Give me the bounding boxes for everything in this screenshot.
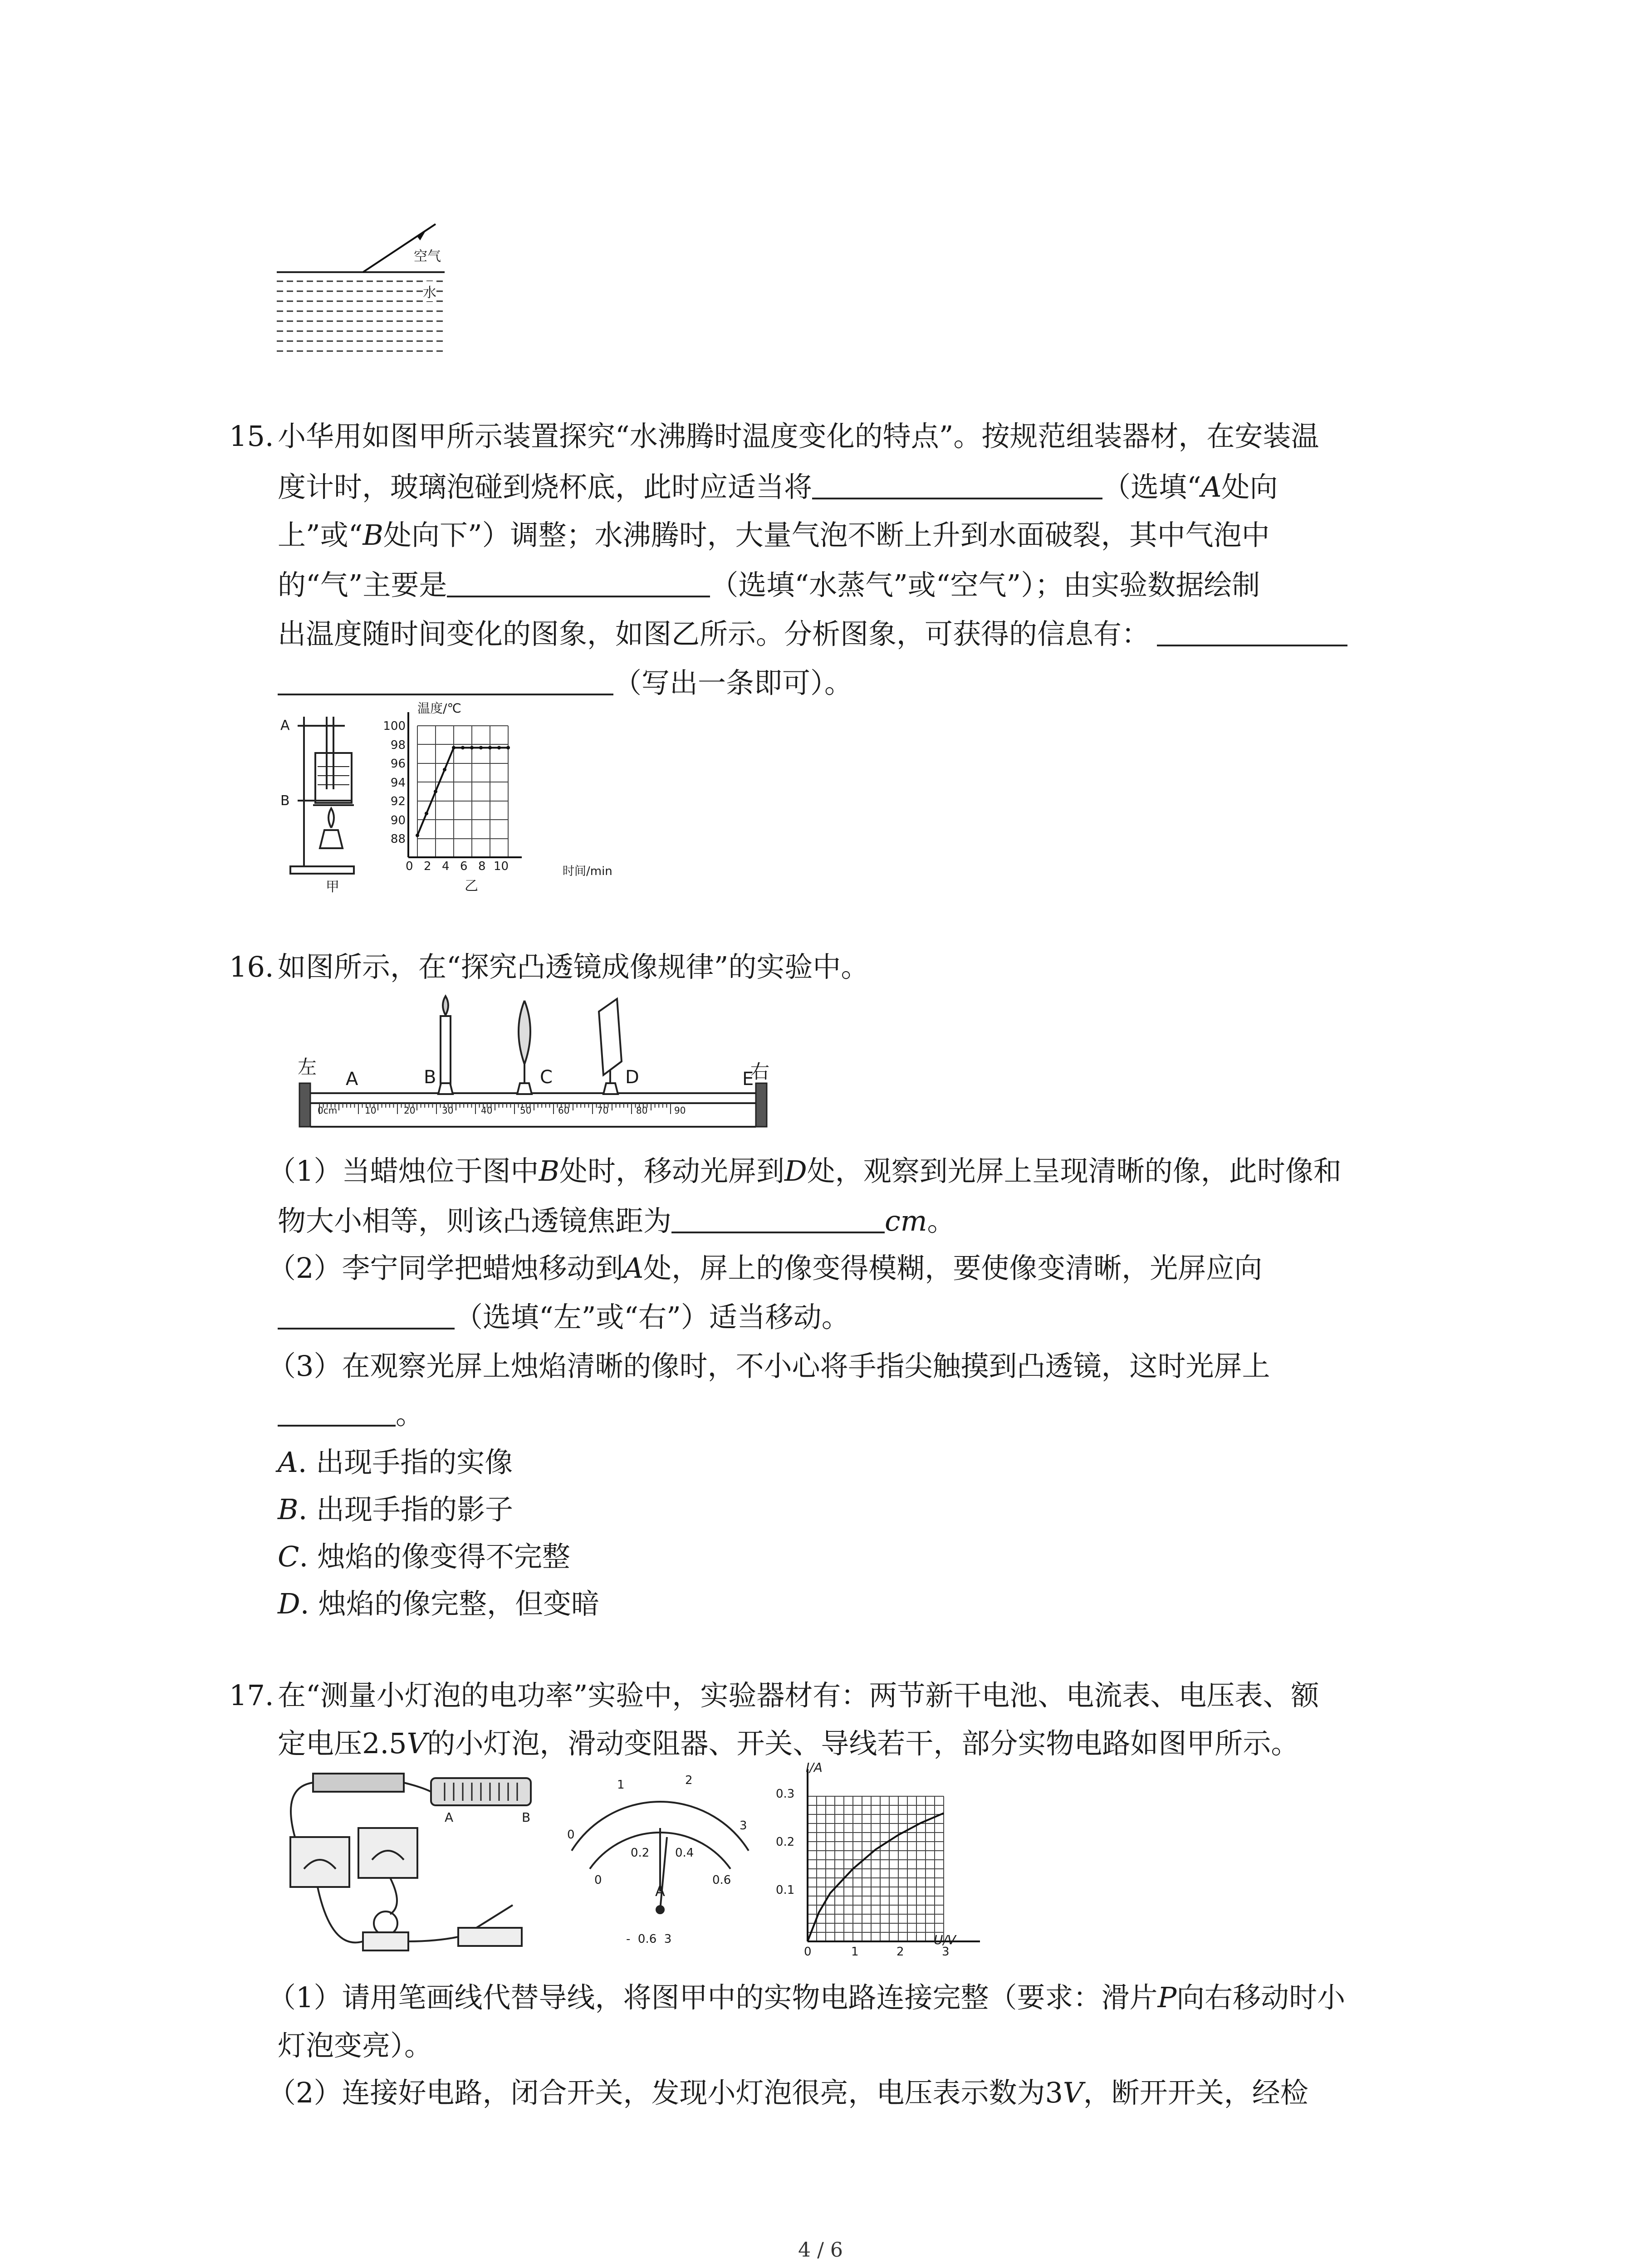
temperature-point (443, 768, 446, 772)
temperature-point (434, 790, 437, 793)
page-number: 4 / 6 (798, 2239, 843, 2262)
xtick-8: 8 (478, 860, 486, 873)
label-A: A (280, 718, 290, 733)
bench-D: D (625, 1067, 639, 1088)
bench-C: C (540, 1067, 553, 1088)
q16-blank-choice[interactable] (278, 1398, 396, 1427)
temperature-point (506, 746, 510, 749)
temperature-point (461, 746, 465, 749)
xtick-6: 6 (460, 860, 468, 873)
temperature-point (416, 834, 419, 837)
q16-option-B[interactable]: B. 出现手指的影子 (278, 1493, 513, 1526)
label-jia: 甲 (326, 879, 339, 895)
scale-70: 70 (597, 1105, 609, 1116)
meter-3: 3 (740, 1819, 747, 1833)
scale-30: 30 (442, 1105, 454, 1116)
q17-sub2-line-1: （2）连接好电路，闭合开关，发现小灯泡很亮，电压表示数为3V，断开开关，经检 (268, 2076, 1308, 2109)
q17-number: 17. (229, 1679, 274, 1712)
meter-inner-04: 0.4 (675, 1846, 694, 1860)
q15-line-1: 15. 小华用如图甲所示装置探究“水沸腾时温度变化的特点”。按规范组装器材，在安装温 (229, 413, 1319, 460)
q17-sub1-line-2: 灯泡变亮）。 (278, 2029, 433, 2062)
iu-xtick-1: 1 (851, 1945, 859, 1959)
q15-blank-3b[interactable] (278, 666, 613, 695)
bench-B: B (424, 1067, 436, 1088)
temperature-point (488, 746, 492, 749)
xtick-10: 10 (494, 860, 509, 873)
q16-blank-focal[interactable] (671, 1204, 885, 1233)
label-B: B (280, 793, 290, 809)
meter-2: 2 (685, 1774, 693, 1787)
q16-blank-direction[interactable] (278, 1300, 455, 1330)
ytick-94: 94 (390, 776, 406, 790)
meter-unit: A (655, 1882, 665, 1900)
graph-ylabel: 温度/℃ (417, 701, 461, 716)
q15-line-2: 度计时，玻璃泡碰到烧杯底，此时应适当将 （选填“A处向 (278, 470, 1278, 503)
q17-line-1: 17. 在“测量小灯泡的电功率”实验中，实验器材有：两节新干电池、电流表、电压表、额 (229, 1672, 1319, 1719)
q15-blank-3a[interactable] (1157, 617, 1347, 646)
scale-90: 90 (674, 1105, 686, 1116)
iu-ytick-02: 0.2 (776, 1835, 795, 1849)
meter-inner-02: 0.2 (631, 1846, 650, 1860)
q15-line-6: （写出一条即可）。 (278, 660, 852, 707)
meter-inner-06: 0.6 (712, 1873, 731, 1887)
ytick-100: 100 (383, 719, 406, 733)
scale-10: 10 (365, 1105, 377, 1116)
iu-ytick-01: 0.1 (776, 1883, 795, 1897)
scale-20: 20 (404, 1105, 416, 1116)
q15-line-5: 出温度随时间变化的图象，如图乙所示。分析图象，可获得的信息有： (278, 611, 1347, 658)
q17-line-2: 定电压2.5V的小灯泡，滑动变阻器、开关、导线若干，部分实物电路如图甲所示。 (278, 1727, 1299, 1760)
water-label: 水 (423, 281, 436, 301)
scale-50: 50 (520, 1105, 532, 1116)
q15-line-3: 上”或“B处向下”）调整；水沸腾时，大量气泡不断上升到水面破裂，其中气泡中 (278, 518, 1270, 552)
temperature-curve (417, 748, 508, 835)
scale-60: 60 (558, 1105, 570, 1116)
scale-80: 80 (636, 1105, 648, 1116)
ytick-96: 96 (390, 757, 406, 771)
q15-figure (272, 699, 635, 895)
q16-sub3-line-2: 。 (278, 1391, 424, 1438)
refraction-figure (272, 213, 463, 358)
q17-figure (277, 1760, 1012, 1969)
q16-sub2-line-1: （2）李宁同学把蜡烛移动到A处，屏上的像变得模糊，要使像变清晰，光屏应向 (268, 1251, 1263, 1285)
air-label: 空气 (414, 249, 441, 264)
q16-option-D[interactable]: D. 烛焰的像完整，但变暗 (278, 1587, 600, 1620)
optical-bench-figure (290, 993, 780, 1139)
meter-terminals: - 0.6 3 (626, 1932, 672, 1946)
temperature-point (470, 746, 474, 749)
q16-option-C[interactable]: C. 烛焰的像变得不完整 (278, 1540, 570, 1573)
q17-sub1-line-1: （1）请用笔画线代替导线，将图甲中的实物电路连接完整（要求：滑片P向右移动时小 (268, 1981, 1346, 2014)
iu-xtick-0: 0 (804, 1945, 812, 1959)
label-left: 左 (298, 1056, 317, 1078)
temperature-point (479, 746, 483, 749)
q15-number: 15. (229, 420, 274, 453)
iu-ytick-03: 0.3 (776, 1787, 795, 1801)
iu-xlabel: U/V (934, 1932, 956, 1947)
scale-40: 40 (481, 1105, 493, 1116)
iu-xtick-2: 2 (896, 1945, 904, 1959)
ytick-88: 88 (390, 832, 406, 846)
q16-number: 16. (229, 950, 274, 983)
bench-A: A (346, 1069, 358, 1090)
q16-sub1-line-2: 物大小相等，则该凸透镜焦距为 cm。 (278, 1204, 955, 1237)
bench-E: E (742, 1069, 754, 1090)
iu-ylabel: I/A (806, 1760, 823, 1775)
slider-A: A (445, 1810, 454, 1825)
meter-inner-0: 0 (594, 1873, 602, 1887)
q15-blank-2[interactable] (447, 568, 710, 597)
q16-option-A[interactable]: A. 出现手指的实像 (278, 1446, 513, 1479)
q16-sub1-line-1: （1）当蜡烛位于图中B处时，移动光屏到D处，观察到光屏上呈现清晰的像，此时像和 (268, 1154, 1342, 1188)
temperature-point (497, 746, 501, 749)
q16-sub3-line-1: （3）在观察光屏上烛焰清晰的像时，不小心将手指尖触摸到凸透镜，这时光屏上 (268, 1349, 1270, 1383)
iu-xtick-3: 3 (942, 1945, 950, 1959)
graph-xlabel: 时间/min (563, 865, 612, 878)
graph-yticks (383, 719, 406, 851)
label-yi: 乙 (465, 878, 478, 894)
xtick-4: 4 (442, 860, 450, 873)
q15-line-4: 的“气”主要是 （选填“水蒸气”或“空气”）；由实验数据绘制 (278, 568, 1260, 601)
ytick-92: 92 (390, 795, 406, 808)
scale-0: 0cm (318, 1105, 338, 1116)
xtick-2: 2 (424, 860, 431, 873)
ytick-90: 90 (390, 813, 406, 827)
q16-sub2-line-2: （选填“左”或“右”）适当移动。 (278, 1294, 850, 1341)
ytick-98: 98 (390, 738, 406, 752)
meter-0: 0 (567, 1828, 575, 1842)
meter-1: 1 (617, 1778, 625, 1792)
q16-line-1: 16. 如图所示，在“探究凸透镜成像规律”的实验中。 (229, 943, 869, 991)
temperature-point (452, 746, 456, 749)
q15-blank-1[interactable] (812, 470, 1102, 499)
slider-B: B (522, 1810, 531, 1825)
label-right: 右 (750, 1061, 770, 1083)
temperature-point (425, 811, 428, 815)
xtick-0: 0 (406, 860, 413, 873)
